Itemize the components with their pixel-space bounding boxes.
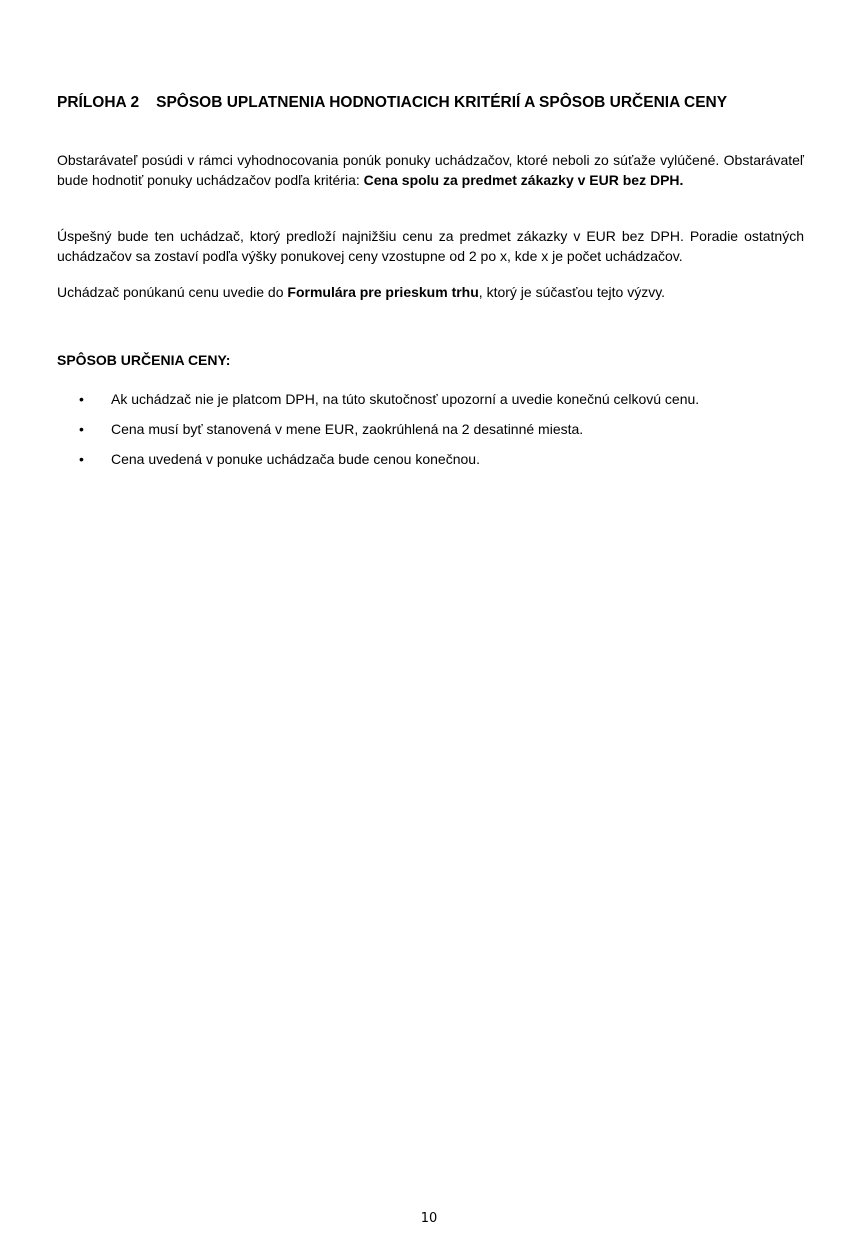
form-text-before: Uchádzač ponúkanú cenu uvedie do <box>57 284 288 300</box>
price-method-heading: SPÔSOB URČENIA CENY: <box>57 352 231 368</box>
price-rules-list <box>57 389 817 479</box>
criterion-text: Cena spolu za predmet zákazky v EUR bez DPH. <box>363 172 684 188</box>
list-item <box>57 449 817 479</box>
page-number: 10 <box>420 1211 438 1226</box>
list-item <box>57 389 817 419</box>
form-text-after: , ktorý je súčasťou tejto výzvy. <box>478 284 666 300</box>
evaluation-paragraph <box>57 150 804 190</box>
bullet-icon: • <box>79 451 84 467</box>
annex-title: SPÔSOB UPLATNENIA HODNOTIACICH KRITÉRIÍ A SPÔSOB URČENIA CENY <box>156 94 728 111</box>
list-item-text: Ak uchádzač nie je platcom DPH, na túto skutočnosť upozorní a uvedie konečnú celkovú cenu. <box>111 391 700 407</box>
bullet-icon: • <box>79 421 84 437</box>
ranking-text: Úspešný bude ten uchádzač, ktorý predloží najnižšiu cenu za predmet zákazky v EUR bez DPH. Poradie ostatných uchádzačov sa zostaví podľa výšky ponukovej ceny vzostupne od 2 po x, kde x je počet uchádzačov. <box>57 228 804 264</box>
annex-number: PRÍLOHA 2 <box>57 94 140 111</box>
list-item <box>57 419 817 449</box>
ranking-paragraph <box>57 226 804 266</box>
annex-heading <box>57 94 817 112</box>
list-item-text: Cena uvedená v ponuke uchádzača bude cenou konečnou. <box>111 451 480 467</box>
form-paragraph <box>57 282 804 302</box>
evaluation-text: Obstarávateľ posúdi v rámci vyhodnocovania ponúk ponuky uchádzačov, ktoré neboli zo súťaže vylúčené. Obstarávateľ bude hodnotiť ponuky uchádzačov podľa kritéria: <box>57 152 804 188</box>
form-name: Formulára pre prieskum trhu <box>287 284 479 300</box>
bullet-icon: • <box>79 391 84 407</box>
list-item-text: Cena musí byť stanovená v mene EUR, zaokrúhlená na 2 desatinné miesta. <box>111 421 584 437</box>
